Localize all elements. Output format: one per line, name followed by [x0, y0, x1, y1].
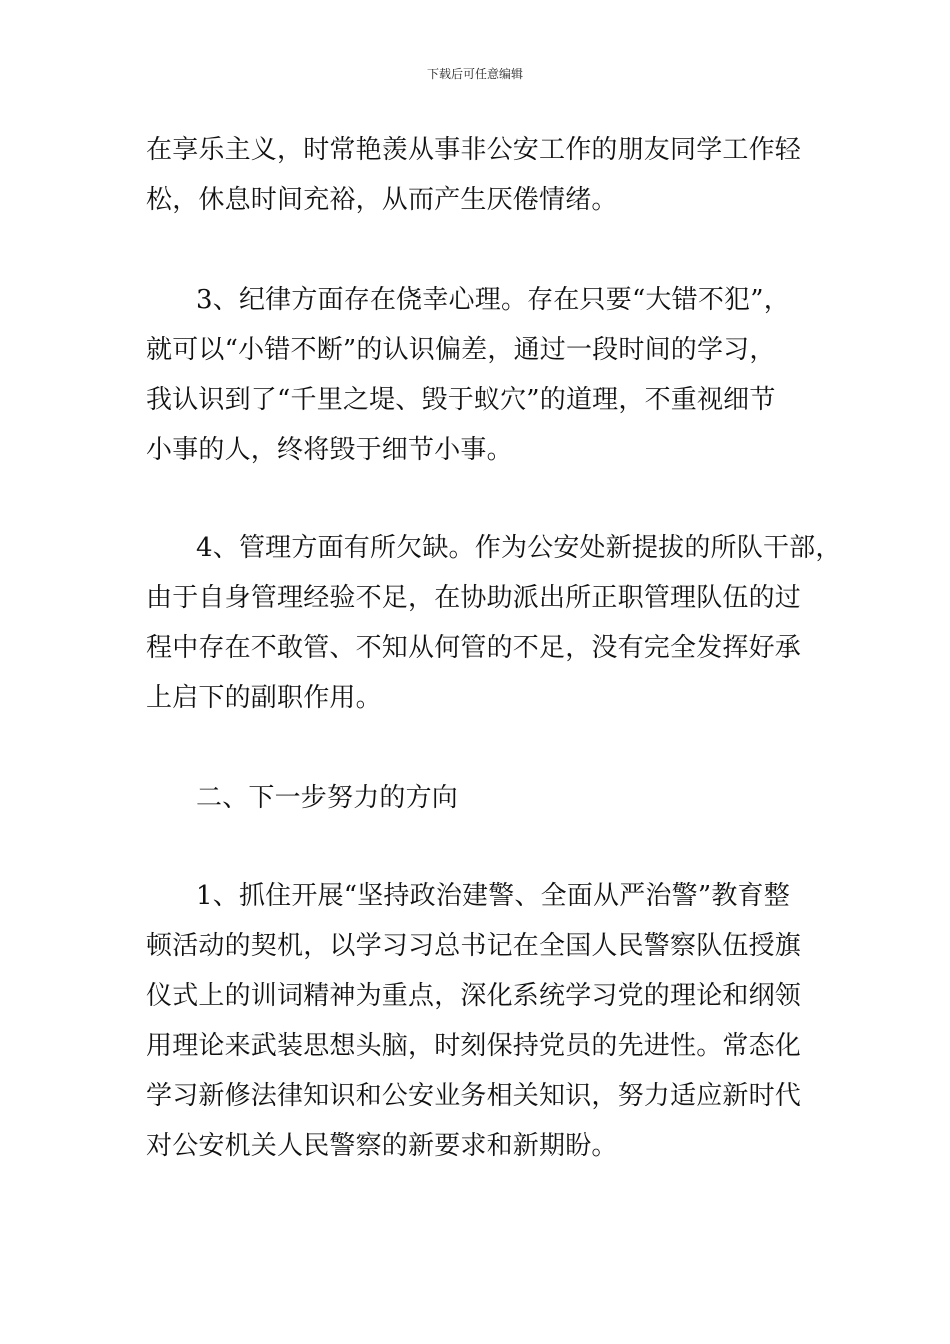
text-line: 3、纪律方面存在侥幸心理。存在只要“大错不犯”，	[196, 285, 790, 315]
text-line: 学习新修法律知识和公安业务相关知识，努力适应新时代	[146, 1081, 802, 1111]
text-line: 上启下的副职作用。	[146, 683, 382, 713]
text-line: 就可以“小错不断”的认识偏差，通过一段时间的学习，	[146, 335, 776, 365]
text-line: 我认识到了“千里之堤、毁于蚁穴”的道理，不重视细节	[146, 385, 776, 415]
text-line: 用理论来武装思想头脑，时刻保持党员的先进性。常态化	[146, 1031, 802, 1061]
text-line: 顿活动的契机，以学习习总书记在全国人民警察队伍授旗	[146, 931, 802, 961]
text-line: 仪式上的训词精神为重点，深化系统学习党的理论和纲领	[146, 981, 802, 1011]
text-line: 4、管理方面有所欠缺。作为公安处新提拔的所队干部，	[196, 533, 842, 563]
text-line: 程中存在不敢管、不知从何管的不足，没有完全发挥好承	[146, 633, 802, 663]
page-header-note: 下载后可任意编辑	[426, 67, 523, 81]
text-line: 在享乐主义，时常艳羡从事非公安工作的朋友同学工作轻	[146, 135, 802, 165]
text-line: 小事的人，终将毁于细节小事。	[146, 435, 513, 465]
text-line: 对公安机关人民警察的新要求和新期盼。	[146, 1131, 618, 1161]
text-line: 1、抓住开展“坚持政治建警、全面从严治警”教育整	[196, 881, 790, 911]
section-heading: 二、下一步努力的方向	[196, 783, 459, 813]
text-line: 松，休息时间充裕，从而产生厌倦情绪。	[146, 185, 618, 215]
text-line: 由于自身管理经验不足，在协助派出所正职管理队伍的过	[146, 583, 802, 613]
